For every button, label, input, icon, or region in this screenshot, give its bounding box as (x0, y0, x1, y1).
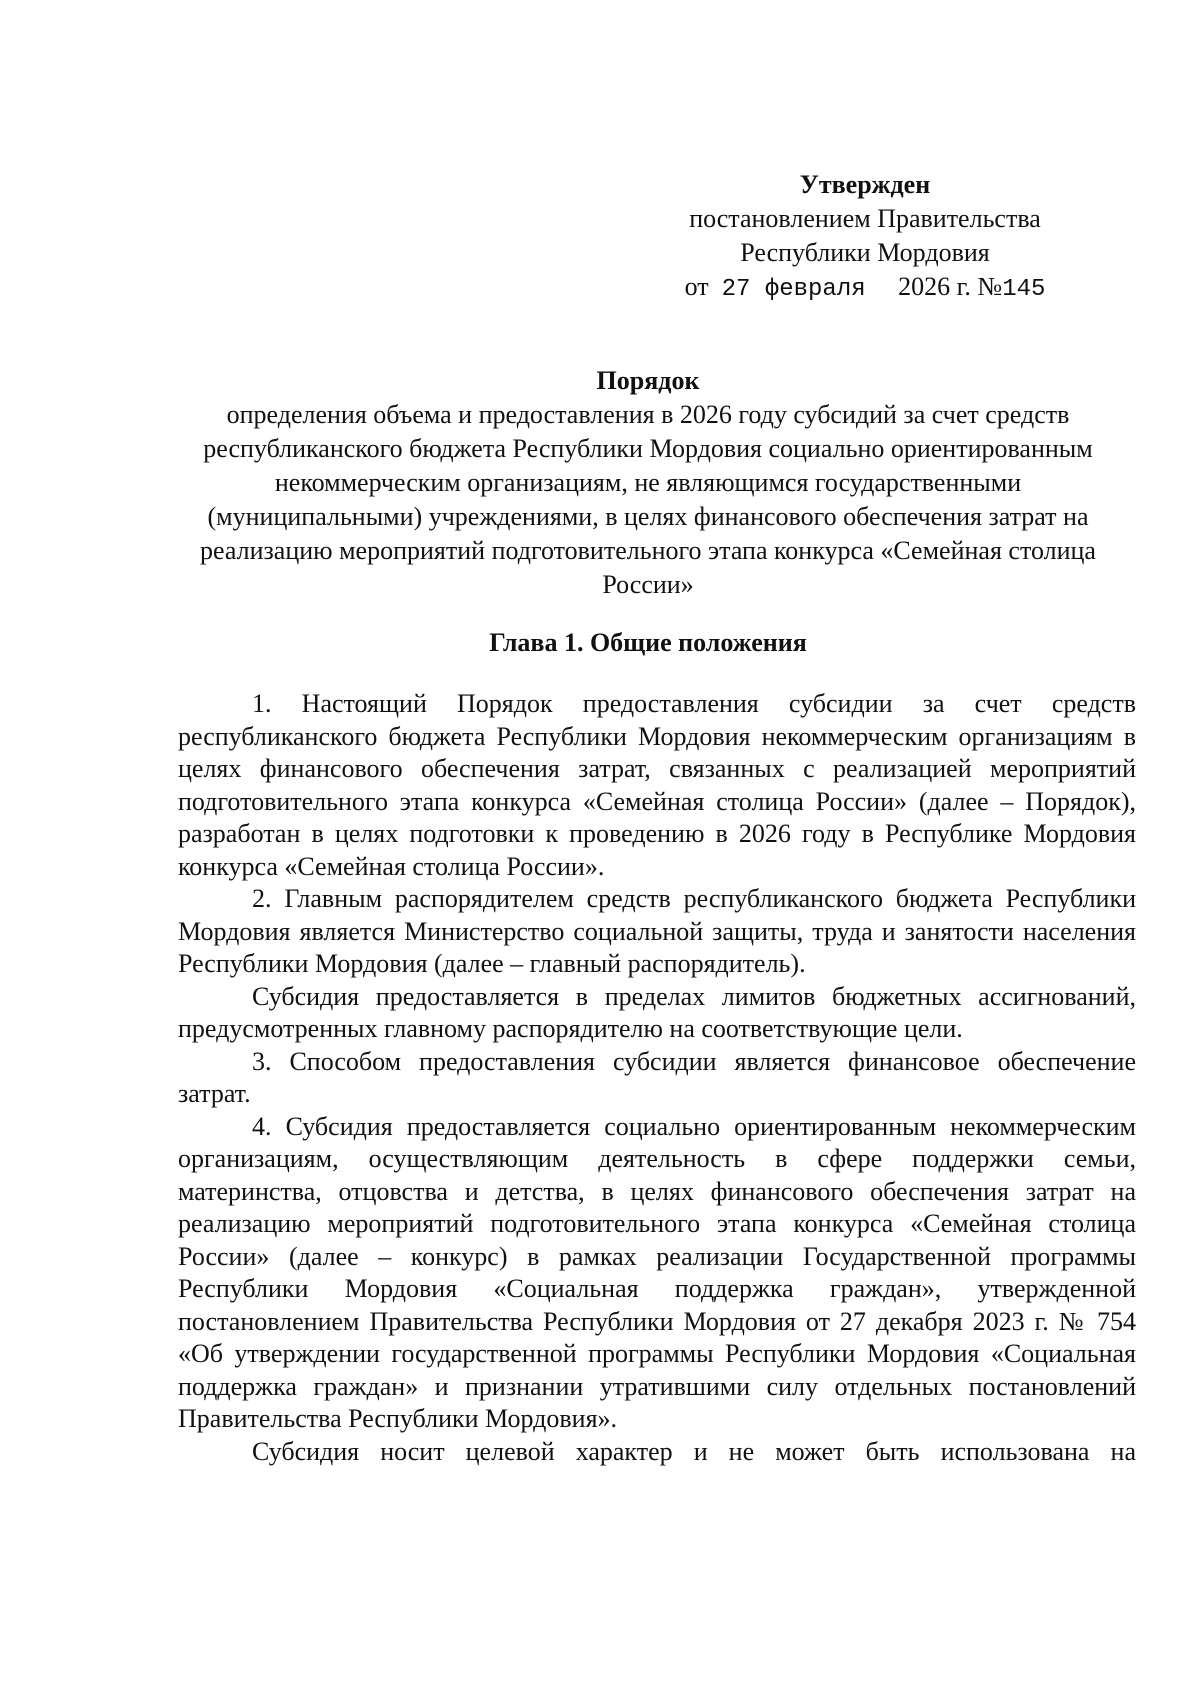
approval-prefix: от (684, 272, 709, 301)
paragraph: 4. Субсидия предоставляется социально ориентированным некоммерческим организациям, осуществляющим деятельность в сфере поддержки семьи, материнства, отцовства и детства, в целях финансового обеспечения затрат на реализацию мероприятий подготовительного этапа конкурса «Семейная столица России» (далее – конкурс) в рамках реализации Государственной программы Республики Мордовия «Социальная поддержка граждан», утвержденной постановлением Правительства Республики Мордовия от 27 декабря 2023 г. № 754 «Об утверждении государственной программы Республики Мордовия «Социальная поддержка граждан» и признании утратившими силу отдельных постановлений Правительства Республики Мордовия». (178, 1111, 1136, 1433)
paragraph: 2. Главным распорядителем средств республиканского бюджета Республики Мордовия является Министерство социальной защиты, труда и занятости населения Республики Мордовия (далее – главный распорядитель). (178, 884, 1136, 978)
approval-line-2: Республики Мордовия (740, 238, 990, 267)
chapter-heading: Глава 1. Общие положения (489, 628, 807, 657)
title-heading: Порядок (596, 366, 700, 395)
approval-stamp (640, 168, 1090, 307)
document-body (178, 688, 1136, 1468)
paragraph: 3. Способом предоставления субсидии является финансовое обеспечение затрат. (178, 1046, 1136, 1108)
approval-date: 27 февраля (721, 276, 866, 303)
approval-number: 145 (1002, 276, 1046, 303)
paragraph: 1. Настоящий Порядок предоставления субсидии за счет средств республиканского бюджета Республики Мордовия некоммерческим организациям в целях финансового обеспечения затрат, связанных с реализацией мероприятий подготовительного этапа конкурса «Семейная столица России» (далее – Порядок), разработан в целях подготовки к проведению в 2026 году в Республике Мордовия конкурса «Семейная столица России». (178, 689, 1136, 881)
approval-date-line (640, 270, 1090, 307)
paragraph: Субсидия носит целевой характер и не может быть использована на (252, 1436, 1136, 1466)
title-subtitle: определения объема и предоставления в 2026 году субсидий за счет средств республиканского бюджета Республики Мордовия социально ориентированным некоммерческим организациям, не являющимся государственными (муниципальными) учреждениями, в целях финансового обеспечения затрат на реализацию мероприятий подготовительного этапа конкурса «Семейная столица России» (200, 400, 1096, 599)
document-title (178, 364, 1118, 602)
approval-heading: Утвержден (799, 170, 931, 199)
paragraph: Субсидия предоставляется в пределах лимитов бюджетных ассигнований, предусмотренных главному распорядителю на соответствующие цели. (178, 981, 1136, 1043)
approval-year: 2026 г. № (898, 272, 1003, 301)
approval-line-1: постановлением Правительства (689, 204, 1041, 233)
